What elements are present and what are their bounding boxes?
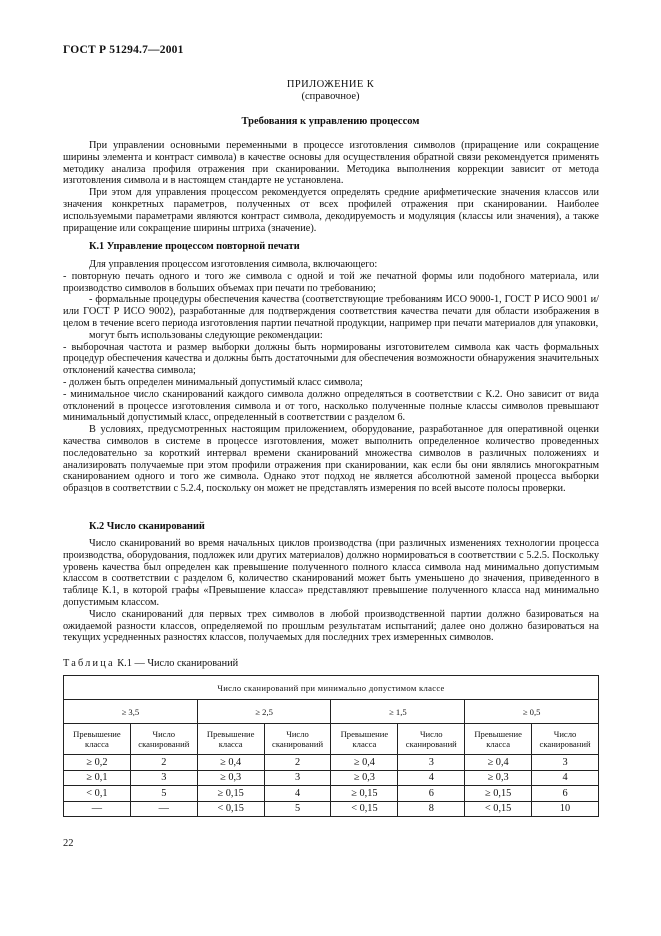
table-cell: ≥ 0,3 [465, 770, 532, 786]
table-row [64, 755, 599, 771]
table-cell: 6 [398, 786, 465, 802]
table-main-header: Число сканирований при минимально допустимом классе [64, 676, 599, 700]
annex-name: ПРИЛОЖЕНИЕ К [286, 79, 375, 90]
paragraph: Число сканирований для первых трех символов в любой производственной партии должно базироваться на ожидаемой разности классов, определяемой по прошлым результатам испытаний; далее оно должно базироваться на текущих усредненных разностях классов, получаемых для последних трех измеренных символов. [63, 608, 599, 644]
table-cell: 6 [532, 786, 599, 802]
table-cell: ≥ 0,2 [64, 755, 131, 771]
list-item: - должен быть определен минимальный допустимый класс символа; [63, 376, 363, 388]
annex-type: (справочное) [301, 91, 360, 102]
table-cell: < 0,1 [64, 786, 131, 802]
excess-column-header: Превышение класса [331, 724, 398, 755]
table-cell: 4 [532, 770, 599, 786]
paragraph: При этом для управления процессом рекомендуется определять средние арифметические значения классов или значения конкретных параметров, полученных от всех профилей отражения при сканировании. Наиболее используемыми параметрами являются контраст символа, декодируемость и модуляция (классы или значения), а также приращение или сокращение ширины штриха (значение). [63, 187, 599, 234]
excess-column-header: Превышение класса [465, 724, 532, 755]
table-cell: < 0,15 [331, 801, 398, 817]
table-cell: 4 [264, 786, 331, 802]
threshold-header: ≥ 1,5 [331, 700, 465, 724]
scan-count-table [63, 675, 599, 817]
paragraph: могут быть использованы следующие рекомендации: [89, 329, 323, 341]
list-item: - повторную печать одного и того же символа с одной и той же печатной формы или подобного материала, или производство символов в больших объемах при печати по требованию; [63, 270, 599, 294]
table-cell: 3 [264, 770, 331, 786]
table-cell: 3 [130, 770, 197, 786]
list-item: - минимальное число сканирований каждого символа должно определяться в соответствии с К.2. Оно зависит от вида отклонений в процессе изготовления символа и от того, насколько полученные полные классы символов превышают минимальный допустимый класс, определенный в соответствии с разделом 6. [63, 388, 599, 424]
table-row [64, 770, 599, 786]
intro-text [63, 140, 599, 234]
table-cell: 3 [532, 755, 599, 771]
table-cell: ≥ 0,4 [465, 755, 532, 771]
excess-column-header: Превышение класса [197, 724, 264, 755]
table-cell: < 0,15 [465, 801, 532, 817]
table-caption [63, 658, 238, 669]
table-row [64, 801, 599, 817]
table-cell: 8 [398, 801, 465, 817]
table-cell: ≥ 0,15 [331, 786, 398, 802]
standard-code-header: ГОСТ Р 51294.7—2001 [63, 44, 184, 56]
table-cell: 2 [264, 755, 331, 771]
threshold-header: ≥ 0,5 [465, 700, 599, 724]
threshold-header: ≥ 3,5 [64, 700, 198, 724]
count-column-header: Число сканирований [532, 724, 599, 755]
table-cell: 5 [130, 786, 197, 802]
table-cell: < 0,15 [197, 801, 264, 817]
table-cell: — [64, 801, 131, 817]
table-cell: ≥ 0,1 [64, 770, 131, 786]
table-cell: 2 [130, 755, 197, 771]
list-item: - выборочная частота и размер выборки должны быть нормированы изготовителем символа как часть формальных процедур обеспечения качества и должны быть достаточными для обеспечения возможности обнаружения значительных отклонений качества символа; [63, 341, 599, 377]
excess-column-header: Превышение класса [64, 724, 131, 755]
list-item: - формальные процедуры обеспечения качества (соответствующие требованиям ИСО 9000-1, ГОСТ Р ИСО 9001 и/или ГОСТ Р ИСО 9002), разработанные для подтверждения соответствия качества печати для области изображения в целом в течение всего периода изготовления партии печатной продукции, например при печати материалов для упаковки, [63, 294, 599, 329]
page-number: 22 [63, 838, 74, 849]
section-k1-body [63, 259, 599, 495]
section-k2-heading: К.2 Число сканирований [89, 521, 205, 532]
table-cell: 5 [264, 801, 331, 817]
table-caption-label: Таблица [63, 658, 115, 669]
table-cell: ≥ 0,4 [197, 755, 264, 771]
count-column-header: Число сканирований [398, 724, 465, 755]
table-cell: — [130, 801, 197, 817]
table-cell: ≥ 0,4 [331, 755, 398, 771]
paragraph: В условиях, предусмотренных настоящим приложением, оборудование, разработанное для оперативной оценки качества символов в системе в процессе изготовления, может выполнить определенное количество проведенных последовательно за короткий интервал времени сканирований множества символов в различных положениях и анализировать получаемые при этом профили отражения при сканировании, как если бы они являлись многократным сканированием одного и того же символа. Однако этот подход не является абсолютной заменой процесса выборки образцов в соответствии с 5.2.4, поскольку он может не представлять измерения по всей высоте полосы проверки. [63, 424, 599, 495]
count-column-header: Число сканирований [130, 724, 197, 755]
table-cell: ≥ 0,15 [465, 786, 532, 802]
paragraph: Для управления процессом изготовления символа, включающего: [89, 259, 378, 270]
table-cell: 4 [398, 770, 465, 786]
table-cell: 3 [398, 755, 465, 771]
table-cell: ≥ 0,15 [197, 786, 264, 802]
table-cell: 10 [532, 801, 599, 817]
threshold-header: ≥ 2,5 [197, 700, 331, 724]
count-column-header: Число сканирований [264, 724, 331, 755]
table-cell: ≥ 0,3 [331, 770, 398, 786]
table-cell: ≥ 0,3 [197, 770, 264, 786]
annex-heading: Требования к управлению процессом [241, 116, 420, 127]
paragraph: При управлении основными переменными в процессе изготовления символов (приращение или сокращение ширины элемента и контраст символа) в качестве основы для осуществления обратной связи рекомендуется применять методику анализа профиля отражения при сканировании. Методика выполнения коррекции зависит от метода изготовления символа и в настоящем стандарте не установлена. [63, 140, 599, 187]
paragraph: Число сканирований во время начальных циклов производства (при различных изменениях технологии процесса производства, оборудования, подложек или других материалов) должно нормироваться в соответствии с 5.2.5. Поскольку уровень качества был определен как превышение полученного полного класса символа над минимально допустимым классом в соответствии с разделом 6, количество сканирований может быть уменьшено до значения, приведенного в таблице К.1, в которой графы «Превышение класса» представляют превышение полученного класса над минимально допустимым классом. [63, 538, 599, 608]
table-row [64, 786, 599, 802]
table-caption-title: К.1 — Число сканирований [117, 658, 239, 669]
section-k2-body [63, 538, 599, 644]
section-k1-heading: К.1 Управление процессом повторной печати [89, 241, 300, 252]
